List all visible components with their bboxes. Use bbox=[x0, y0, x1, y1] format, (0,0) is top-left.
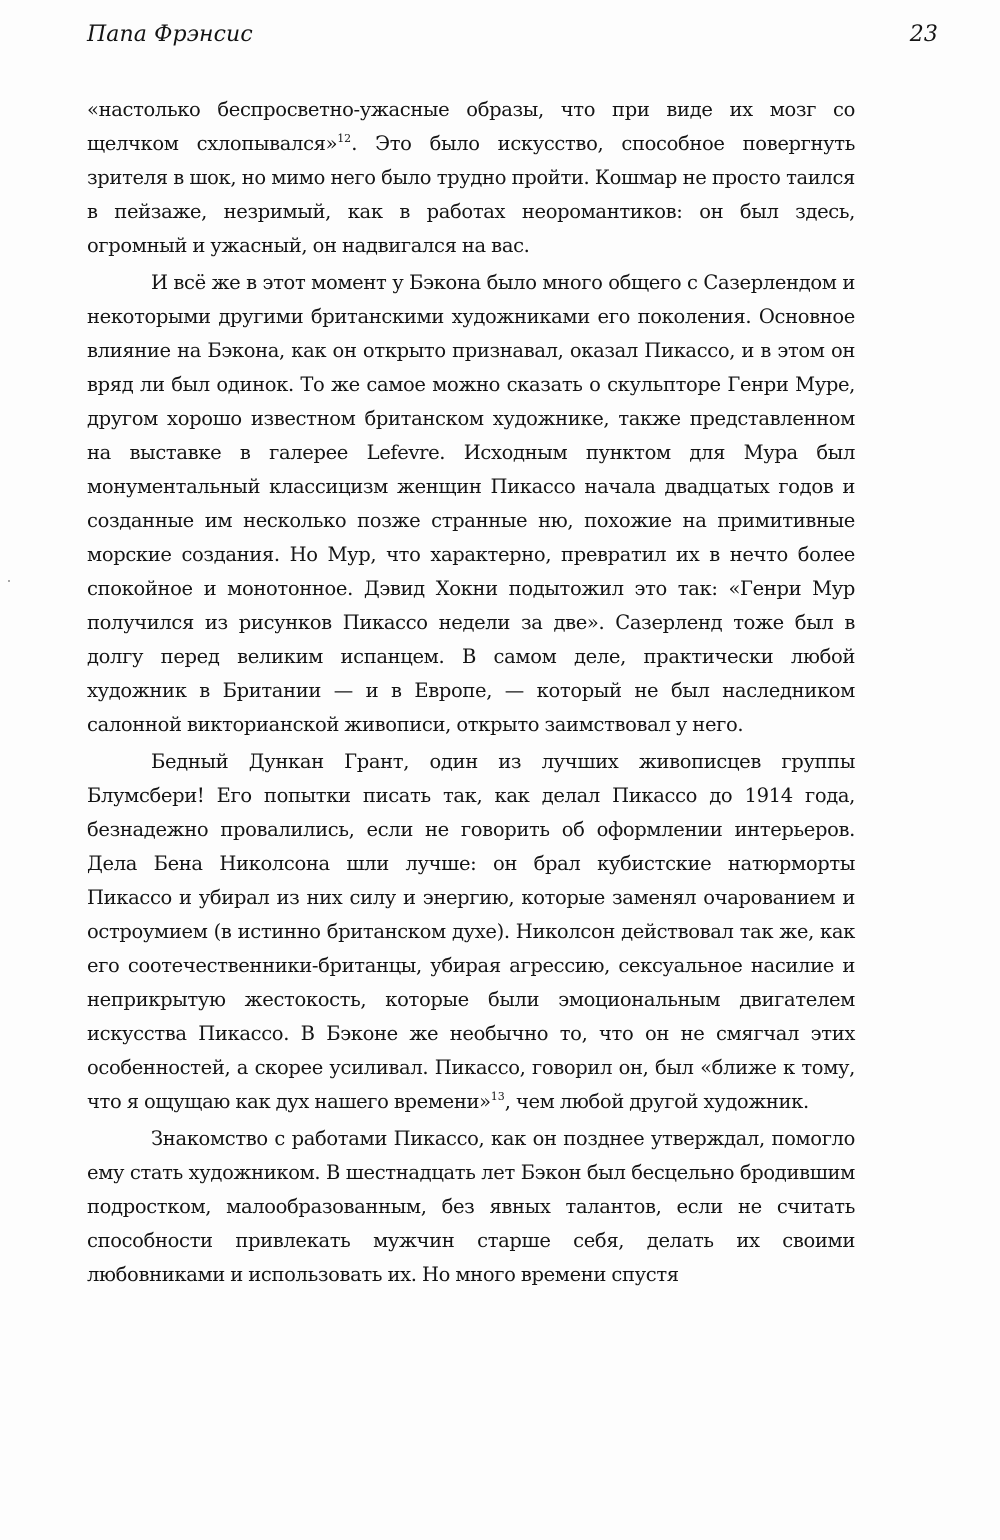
paragraph-3 bbox=[87, 745, 855, 1119]
text-run: Бедный Дункан Грант, один из лучших живописцев группы Блумсбери! Его попытки писать так, как делал Пикассо до 1914 года, безнадежно провалились, если не говорить об оформлении интерьеров. Дела Бена Николсона шли лучше: он брал кубистские натюрморты Пикассо и убирал из них силу и энергию, которые заменял очарованием и остроумием (в истинно британском духе). Николсон действовал так же, как его соотечественники-британцы, убирая агрессию, сексуальное насилие и неприкрытую жестокость, которые были эмоциональным двигателем искусства Пикассо. В Бэконе же необычно то, что он не смягчал этих особенностей, а скорее усиливал. Пикассо, говорил он, был «ближе к тому, что я ощущаю как дух нашего времени» bbox=[87, 750, 855, 1113]
paragraph-4 bbox=[87, 1122, 855, 1292]
body-text bbox=[87, 93, 855, 1292]
paragraph-2 bbox=[87, 266, 855, 742]
page-number: 23 bbox=[909, 22, 938, 47]
text-run: «настолько беспросветно-ужасные образы, что при виде их мозг со щелчком схлопывался» bbox=[87, 98, 855, 155]
text-run: . Это было искусство, способное повергнуть зрителя в шок, но мимо него было трудно пройти. Кошмар не просто таился в пейзаже, незримый, как в работах неоромантиков: он был здесь, огромный и ужасный, он надвигался на вас. bbox=[87, 132, 855, 257]
text-run: И всё же в этот момент у Бэкона было много общего с Сазерлендом и некоторыми другими британскими художниками его поколения. Основное влияние на Бэкона, как он открыто признавал, оказал Пикассо, и в этом он вряд ли был одинок. То же самое можно сказать о скульпторе Генри Муре, другом хорошо известном британском художнике, также представленном на выставке в галерее Lefevre. Исходным пунктом для Мура был монументальный классицизм женщин Пикассо начала двадцатых годов и созданные им несколько позже странные ню, похожие на примитивные морские создания. Но Мур, что характерно, превратил их в нечто более спокойное и монотонное. Дэвид Хокни подытожил это так: «Генри Мур получился из рисунков Пикассо недели за две». Сазерленд тоже был в долгу перед великим испанцем. В самом деле, практически любой художник в Британии — и в Европе, — который не был наследником салонной викторианской живописи, открыто заимствовал у него. bbox=[87, 271, 855, 736]
footnote-ref-13: 13 bbox=[490, 1090, 505, 1103]
text-run: Знакомство с работами Пикассо, как он позднее утверждал, помогло ему стать художником. В шестнадцать лет Бэкон был бесцельно бродившим подростком, малообразованным, без явных талантов, если не считать способности привлекать мужчин старше себя, делать их своими любовниками и использовать их. Но много времени спустя bbox=[87, 1127, 855, 1286]
running-title: Папа Фрэнсис bbox=[87, 22, 253, 47]
text-run: , чем любой другой художник. bbox=[504, 1090, 809, 1113]
scan-speck bbox=[8, 580, 10, 582]
running-header bbox=[87, 22, 938, 62]
paragraph-1 bbox=[87, 93, 855, 263]
footnote-ref-12: 12 bbox=[337, 132, 352, 145]
